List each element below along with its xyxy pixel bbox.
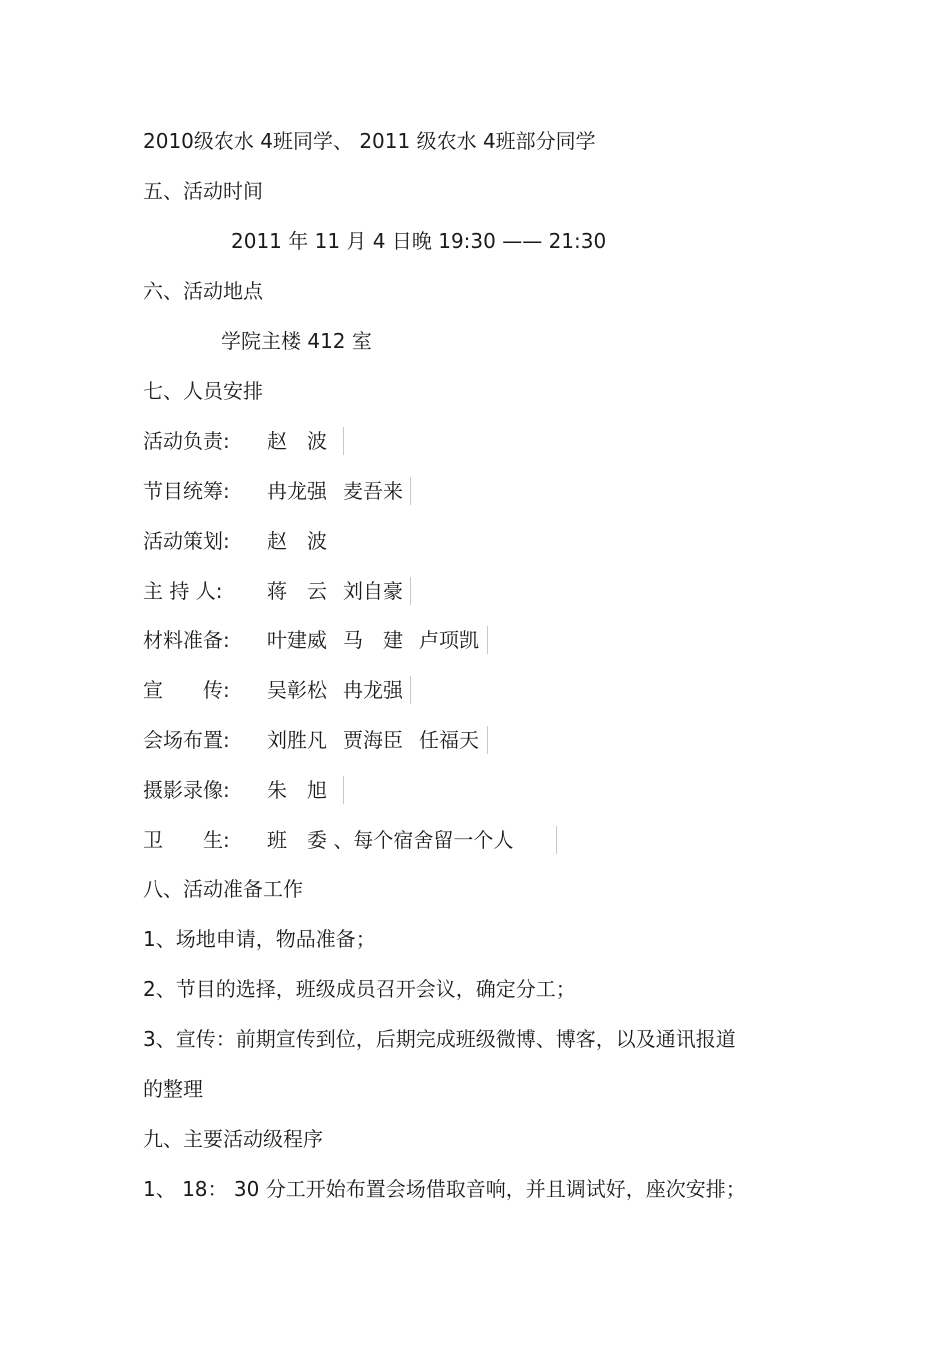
role-label: 材料准备: (143, 628, 230, 652)
role-name: 卢项凯 (419, 628, 479, 652)
section-8-heading: 八、活动准备工作 (143, 877, 303, 901)
prep-item: 2、节目的选择，班级成员召开会议，确定分工； (143, 977, 576, 1001)
role-label: 会场布置: (143, 728, 230, 752)
section-6-heading: 六、活动地点 (143, 279, 263, 303)
activity-place: 学院主楼 412 室 (221, 329, 372, 353)
role-name: 叶建威 (267, 628, 327, 652)
role-name: 刘胜凡 (267, 728, 327, 752)
section-9-heading: 九、主要活动级程序 (143, 1127, 323, 1151)
role-row (143, 728, 479, 752)
role-label: 宣 传: (143, 678, 230, 702)
table-border (343, 427, 344, 455)
role-name: 任福天 (419, 728, 479, 752)
role-row (143, 529, 327, 553)
role-name: 吴彰松 (267, 678, 327, 702)
role-label: 节目统筹: (143, 479, 230, 503)
role-name: 贾海臣 (343, 728, 403, 752)
role-label: 主 持 人: (143, 579, 223, 603)
role-name: 赵 波 (267, 429, 327, 453)
role-row (143, 579, 403, 603)
program-item: 1、 18： 30 分工开始布置会场借取音响，并且调试好，座次安排； (143, 1177, 746, 1201)
role-name: 马 建 (343, 628, 403, 652)
role-label: 活动负责: (143, 429, 230, 453)
role-name: 蒋 云 (267, 579, 327, 603)
role-row (143, 778, 327, 802)
role-name: 冉龙强 (343, 678, 403, 702)
role-row (143, 429, 327, 453)
role-name: 麦吾来 (343, 479, 403, 503)
table-border (556, 826, 557, 854)
section-5-heading: 五、活动时间 (143, 179, 263, 203)
role-row (143, 479, 403, 503)
table-border (410, 676, 411, 704)
prep-item: 3、宣传：前期宣传到位，后期完成班级微博、博客，以及通讯报道 (143, 1027, 736, 1051)
activity-time: 2011 年 11 月 4 日晚 19:30 —— 21:30 (231, 229, 607, 253)
role-row (143, 628, 479, 652)
table-border (410, 577, 411, 605)
table-border (487, 726, 488, 754)
role-name: 冉龙强 (267, 479, 327, 503)
role-name: 班 委 、每个宿舍留一个人 (267, 828, 514, 852)
role-label: 摄影录像: (143, 778, 230, 802)
table-border (343, 776, 344, 804)
prep-item: 1、场地申请，物品准备； (143, 927, 376, 951)
role-name: 朱 旭 (267, 778, 327, 802)
table-border (410, 477, 411, 505)
section-7-heading: 七、人员安排 (143, 379, 263, 403)
prep-item-continued: 的整理 (143, 1077, 203, 1101)
participants-line: 2010级农水 4班同学、 2011 级农水 4班部分同学 (143, 129, 596, 153)
role-label: 卫 生: (143, 828, 230, 852)
table-border (487, 626, 488, 654)
role-row (143, 678, 403, 702)
role-label: 活动策划: (143, 529, 230, 553)
role-row (143, 828, 513, 852)
role-name: 刘自豪 (343, 579, 403, 603)
role-name: 赵 波 (267, 529, 327, 553)
